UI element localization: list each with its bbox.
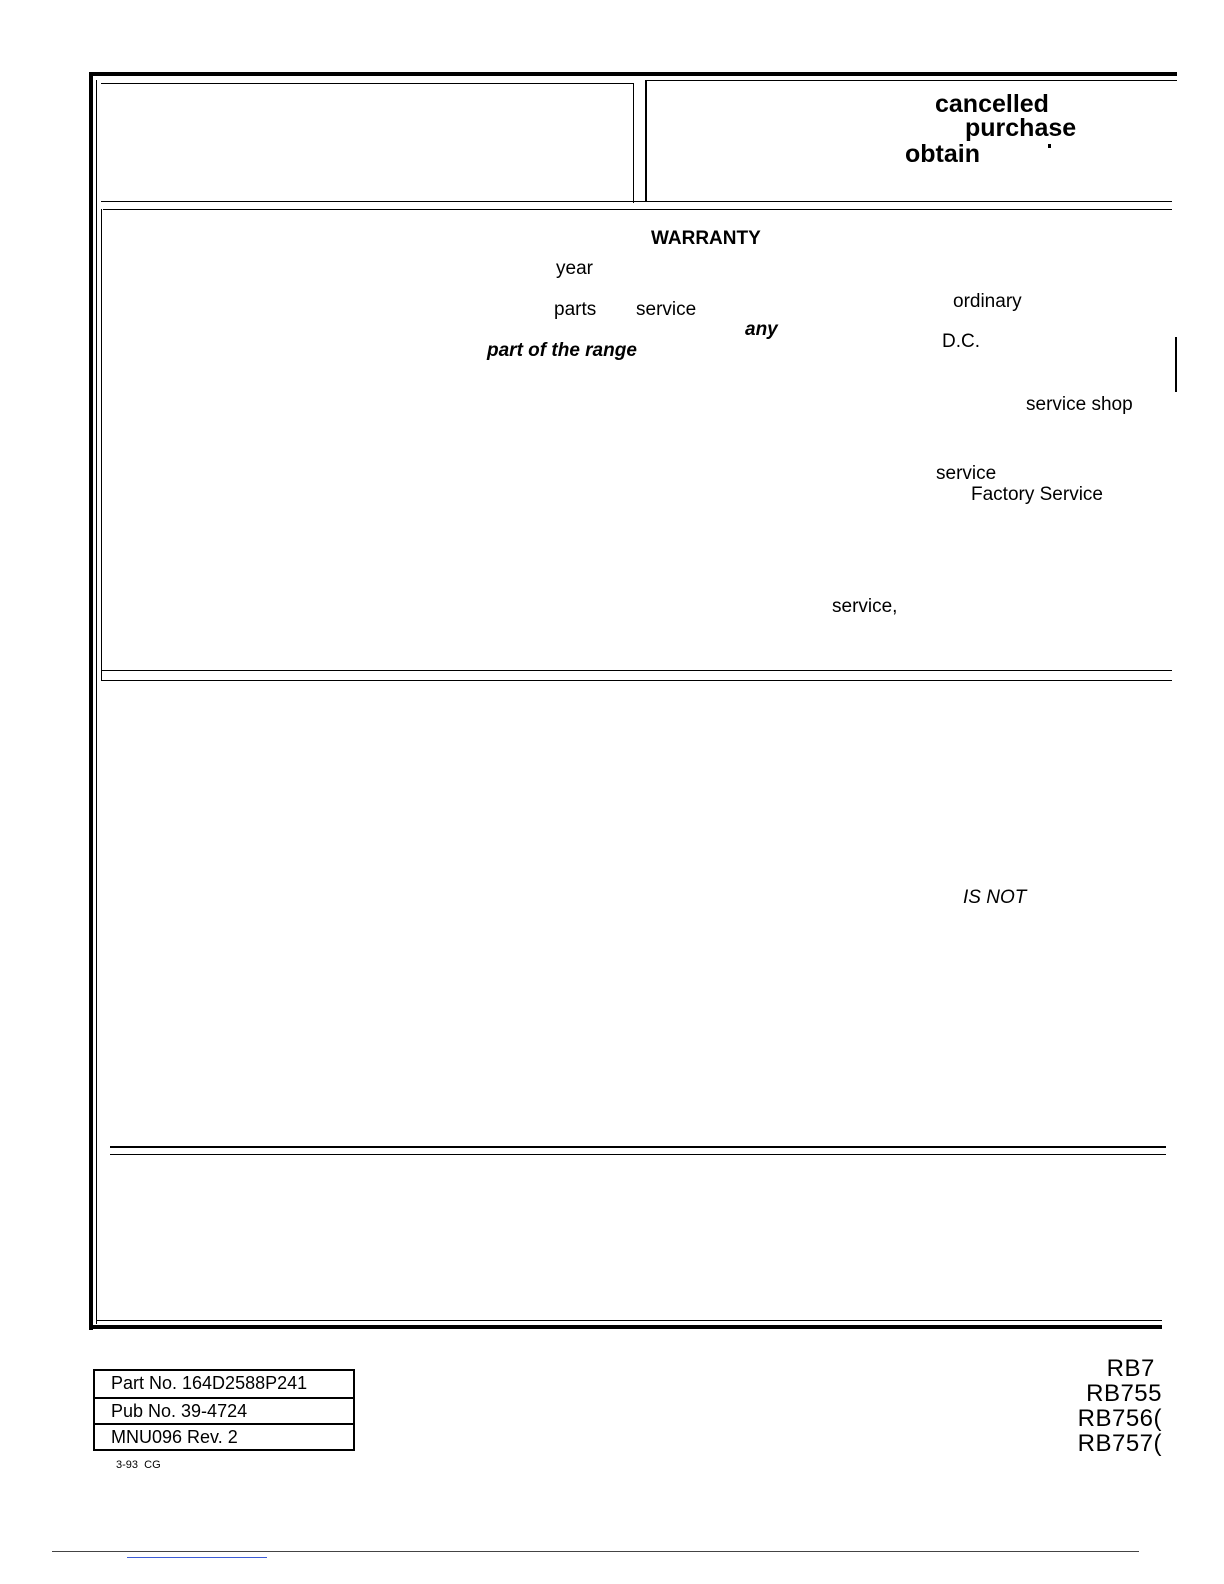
model-number-4: RB757( [1077,1430,1162,1457]
text-obtain: obtain [905,140,980,168]
model-number-1: RB7 [1106,1355,1162,1382]
text-is-not: IS NOT [963,887,1027,908]
page-bottom-link-underline [127,1557,267,1558]
part-number: Part No. 164D2588P241 [111,1373,308,1393]
warranty-section-left [101,209,102,681]
page-bottom-rule [52,1551,1139,1552]
text-service-shop: service shop [1026,394,1133,415]
exclusions-section-top [101,670,1172,671]
top-left-box [101,83,634,203]
text-parts: parts [554,299,597,320]
text-dc: D.C. [942,331,980,352]
pub-number: Pub No. 39-4724 [95,1397,353,1423]
warranty-title: WARRANTY [651,228,761,249]
exclusions-section-top-2 [101,680,1172,681]
stray-dot [1048,144,1051,148]
text-service-2: service [936,463,997,484]
outer-frame-bottom-inner [96,1320,1162,1321]
margin-mark [1175,337,1177,392]
model-number-2: RB755 [1086,1380,1162,1407]
manual-revision: MNU096 Rev. 2 [95,1423,353,1449]
text-part-of-the-range: part of the range [487,340,637,361]
text-cancelled: cancelled [935,90,1049,118]
text-ordinary: ordinary [953,291,1022,312]
text-service-1: service [636,299,697,320]
text-service-3: service, [832,596,898,617]
top-left-box-bottom [101,201,646,202]
text-factory-service: Factory Service [971,484,1103,505]
outer-frame-top [89,72,1177,76]
outer-frame-left [89,72,93,1330]
text-any: any [745,319,778,340]
top-right-box-bottom [646,201,1172,202]
exclusions-section-bottom [110,1146,1166,1148]
exclusions-section-bottom-2 [110,1154,1166,1155]
text-purchase: purchase [965,114,1077,142]
outer-frame-bottom [89,1325,1162,1329]
part-info-box [93,1369,355,1451]
warranty-section-top [103,209,1172,210]
outer-frame-left-inner [96,80,97,1324]
print-code: 3-93 CG [116,1459,161,1471]
text-year: year [556,258,593,279]
model-number-3: RB756( [1077,1405,1162,1432]
